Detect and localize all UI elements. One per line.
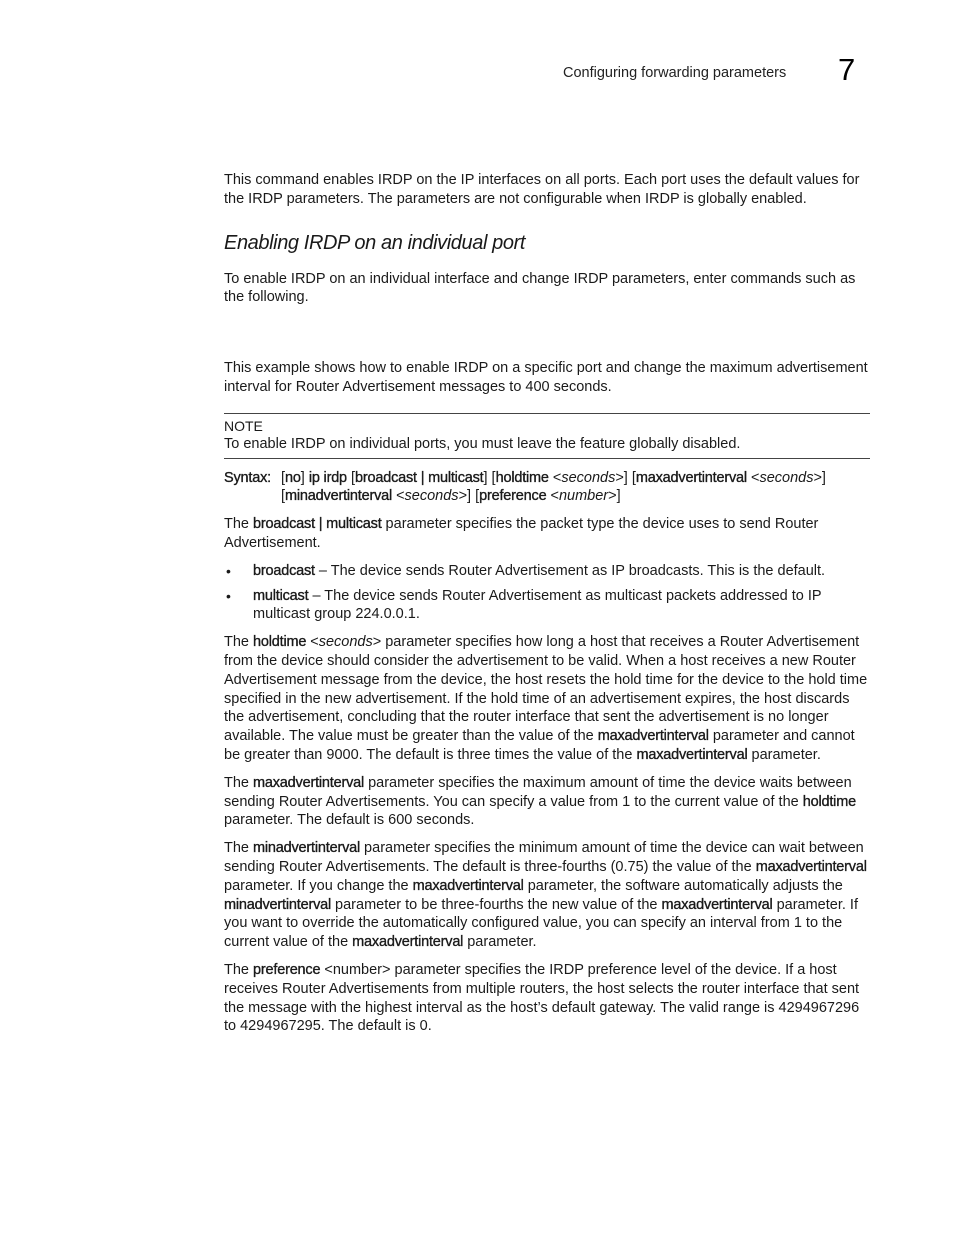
text-run: parameter specifies the maximum amount of time the device waits between sending Router Advertisements. You can specify a value from 1 to the current value of the [224,774,852,810]
syntax-label: Syntax: [224,469,271,486]
text-run: < [306,634,319,651]
text-run: The [224,840,254,857]
syntax-text: >] [608,488,621,505]
text-run: The [224,516,254,533]
preference-paragraph [224,961,870,1036]
syntax-variable: seconds [561,469,616,486]
text-run: – The device sends Router Advertisement as IP broadcasts. This is the default. [314,562,826,579]
syntax-text: [ [281,469,286,486]
page-content [224,171,870,1045]
syntax-keyword: ip irdp [308,469,347,486]
keyword: maxadvertinterval [352,934,464,951]
text-run: parameter and cannot be greater than 9000. The default is three times the value of the [224,728,855,763]
note-label: NOTE [224,417,263,434]
keyword: minadvertinterval [224,896,332,913]
note-text: To enable IRDP on individual ports, you must leave the feature globally disabled. [224,435,741,452]
syntax-text: >] [ [281,469,826,505]
syntax-text: < [548,469,562,486]
text-run: parameter, the software automatically adjusts the [523,877,843,894]
syntax-variable: seconds [404,488,459,505]
text-run: parameter. If you want to override the automatically configured value, you can specify an interval from 1 to the current value of the [224,896,858,951]
syntax-text: ] [300,469,309,486]
syntax-keyword: broadcast | multicast [354,469,484,486]
keyword: maxadvertinterval [412,877,524,894]
syntax-variable: number [558,488,609,505]
syntax-text: [ [346,469,355,486]
syntax-keyword: preference [479,488,547,505]
keyword: maxadvertinterval [755,858,867,875]
keyword: holdtime [802,793,856,810]
syntax-keyword: no [285,469,301,486]
text-run: parameter. If you change the [224,877,413,894]
syntax-text: ] [ [483,469,496,486]
syntax-text: < [546,488,559,505]
keyword: holdtime [253,634,307,651]
text-run: The [224,774,254,791]
syntax-variable: seconds [759,469,814,486]
syntax-text: < [392,488,405,505]
syntax-body [281,469,870,507]
syntax-keyword: holdtime [495,469,549,486]
holdtime-paragraph [224,633,870,765]
text-run: <number> parameter specifies the IRDP preference level of the device. If a host receives Router Advertisements from multiple routers, the host selects the router interface that sent the message with the highest interval as the host’s default gateway. The valid range is 4294967296 to 4294967295. The default is 0. [224,961,860,1035]
syntax-keyword: minadvertinterval [285,488,393,505]
keyword: multicast [253,587,309,604]
maxadvertinterval-paragraph [224,774,870,830]
keyword: maxadvertinterval [661,896,773,913]
text-run: parameter to be three-fourths the new value of the [331,896,662,913]
syntax-text: >] [ [458,488,480,505]
bullet-icon: • [226,562,231,579]
section-heading: Enabling IRDP on an individual port [224,231,526,254]
text-run: > parameter specifies how long a host that receives a Router Advertisement from the device should consider the advertisement to be valid. When a host receives a new Router Advertisement message from the device, the host resets the hold time for the device to the hold time specified in the new advertisement. If the hold time of an advertisement expires, the host discards the advertisement, concluding that the router interface that sent the advertisement is no longer available. The value must be greater than the value of the [224,634,868,745]
text-run: parameter. [463,934,537,951]
minadvertinterval-paragraph [224,839,870,952]
example-paragraph: This example shows how to enable IRDP on a specific port and change the maximum advertisement interval for Router Advertisement messages to 400 seconds. [224,360,868,395]
running-header-title: Configuring forwarding parameters [563,65,787,81]
keyword: preference [253,961,321,978]
text-run: parameter. [747,746,821,763]
keyword: minadvertinterval [253,840,361,857]
chapter-number: 7 [838,52,856,87]
list-item [224,587,870,625]
broadcast-multicast-paragraph [224,515,870,553]
text-run: The [224,961,254,978]
text-run: – The device sends Router Advertisement as multicast packets addressed to IP multicast group 224.0.0.1. [253,587,822,623]
keyword: maxadvertinterval [636,746,748,763]
text-run: parameter specifies the packet type the device uses to send Router Advertisement. [224,516,819,551]
packet-type-list [224,562,870,624]
keyword: maxadvertinterval [597,728,709,745]
variable: seconds [318,634,373,651]
bullet-icon: • [226,587,231,604]
syntax-block [224,469,870,507]
keyword: broadcast | multicast [253,516,382,533]
syntax-text: >] [ [615,469,636,486]
intro-paragraph: This command enables IRDP on the IP interfaces on all ports. Each port uses the default values for the IRDP parameters. The parameters are not configurable when IRDP is globally enabled. [224,172,860,207]
keyword: maxadvertinterval [253,774,365,791]
list-item [224,562,870,581]
syntax-keyword: maxadvertinterval [635,469,747,486]
note-box [224,413,870,459]
section-intro-paragraph: To enable IRDP on an individual interface and change IRDP parameters, enter commands such as the following. [224,270,856,306]
keyword: broadcast [253,562,315,579]
text-run: parameter. The default is 600 seconds. [224,812,475,829]
syntax-text: < [746,469,760,486]
text-run: parameter specifies the minimum amount of time the device can wait between sending Router Advertisements. The default is three-fourths (0.75) the value of the [224,840,864,875]
text-run: The [224,634,254,651]
